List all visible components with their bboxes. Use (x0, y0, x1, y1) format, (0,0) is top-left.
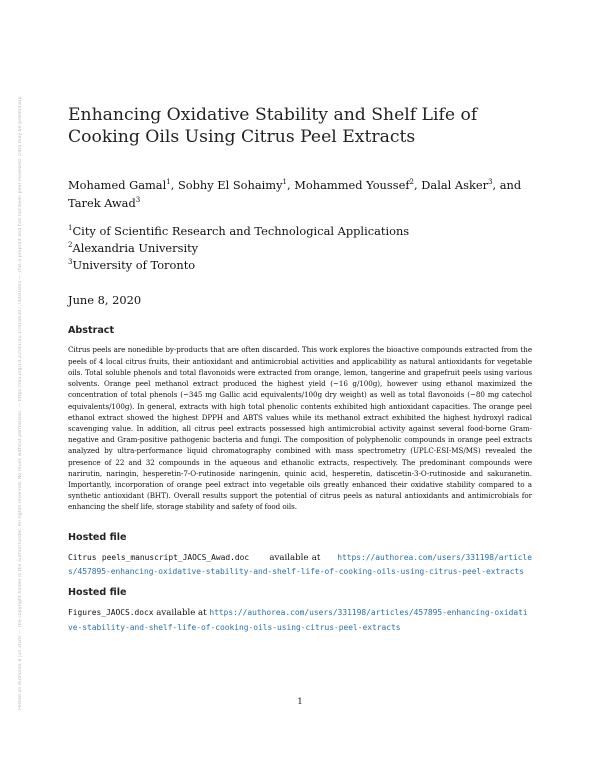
affiliation-item (68, 238, 532, 255)
author-separator: , (287, 177, 295, 192)
affiliation-list (68, 221, 532, 273)
affiliation-mark: 3 (68, 258, 73, 267)
author-affil-mark: 2 (409, 178, 415, 186)
affiliation-item (68, 255, 532, 272)
hosted-file-link[interactable]: https://authorea.com/users/331198/articles/457895-enhancing-oxidative-stability-and-shelf-life-of-cooking-oils-using-citrus-peel-extracts (68, 608, 528, 632)
author-list (68, 175, 532, 211)
hosted-file-heading: Hosted file (68, 587, 127, 599)
author-name: Sobhy El Sohaimy (177, 177, 283, 192)
author-separator: , (170, 177, 178, 192)
affiliation-mark: 2 (68, 240, 73, 249)
hosted-file-entry (68, 606, 532, 635)
affiliation-mark: 1 (68, 223, 73, 232)
hosted-file-available-text: available at (269, 552, 321, 563)
author-affil-mark: 1 (282, 178, 288, 186)
hosted-file-name: Citrus peels_manuscript_JAOCS_Awad.doc (68, 552, 250, 562)
affiliation-name: City of Scientific Research and Technological Applications (72, 223, 410, 238)
affiliation-name: University of Toronto (72, 257, 196, 272)
page-number: 1 (297, 697, 303, 707)
author-affil-mark: 1 (166, 178, 171, 186)
author-name: Tarek Awad (68, 195, 136, 210)
author-separator: , and (492, 177, 522, 192)
abstract-heading: Abstract (68, 325, 115, 337)
affiliation-item (68, 221, 532, 238)
affiliation-name: Alexandria University (72, 240, 199, 255)
author-name: Dalal Asker (421, 177, 489, 192)
hosted-file-available-text: available at (156, 608, 207, 619)
paper-content (68, 104, 532, 635)
paper-title: Enhancing Oxidative Stability and Shelf Life of Cooking Oils Using Citrus Peel Extracts (68, 105, 478, 147)
author-affil-mark: 3 (488, 178, 493, 186)
author-name: Mohammed Youssef (294, 177, 410, 192)
hosted-file-name: Figures_JAOCS.docx (68, 608, 154, 618)
publication-date: June 8, 2020 (68, 293, 142, 308)
hosted-file-entry (68, 551, 532, 580)
abstract-text: Citrus peels are nonedible by-products that are often discarded. This work explores the bioactive compounds extracted from the peels of 4 local citrus fruits, their antioxidant and antimicrobial activities and applicability as natural antioxidants for vegetable oils. Total soluble phenols and total flavonoids were extracted from orange, lemon, tangerine and grapefruit peels using various solvents. Orange peel methanol extract produced the highest yield (~16 g/100g), however using ethanol maximized the concentration of total phenols (~345 mg Gallic acid equivalents/100g dry weight) as well as total flavonoids (~80 mg catechol equivalents/100g). In general, extracts with high total phenolic contents exhibited high antioxidant capacities. The orange peel ethanol extract showed the highest DPPH and ABTS values while its methanol extract exhibited the highest hydroxyl radical scavenging value. In addition, all citrus peel extracts possessed high antimicrobial activity against several food-borne Gram-negative and Gram-positive pathogenic bacteria and fungi. The composition of polyphenolic compounds in orange peel extracts analyzed by ultra-performance liquid chromatography combined with mass spectrometry (UPLC-ESI-MS/MS) revealed the presence of 22 and 32 compounds in the aqueous and ethanolic extracts, respectively. The predominant compounds were narirutin, naringin, hesperetin-7-O-rutinoside naringenin, quinic acid, hesperetin, datiscetin-3-O-rutinoside and sakuranetin. Importantly, incorporation of orange peel extract into vegetable oils greatly enhanced their oxidative stability compared to a synthetic antioxidant (BHT). Overall results support the potential of citrus peels as natural antioxidants and antimicrobials for enhancing the shelf life, storage stability and safety of food oils. (68, 345, 532, 512)
author-name: Mohamed Gamal (68, 177, 167, 192)
author-separator: , (414, 177, 422, 192)
preprint-sidebar-notice: Posted on Authorea 8 Jun 2020 — The copyright holder is the author/funder. All rights reserved. No reuse without permission. — https://doi.org/10.22541/au.159166307.74491893 — This a preprint and has not been peer reviewed. Data may be preliminary. (18, 95, 23, 710)
author-affil-mark: 3 (135, 195, 141, 204)
hosted-file-link[interactable]: https://authorea.com/users/331198/articles/457895-enhancing-oxidative-stability-and-shelf-life-of-cooking-oils-using-citrus-peel-extracts (68, 552, 532, 576)
hosted-file-heading: Hosted file (68, 531, 127, 543)
